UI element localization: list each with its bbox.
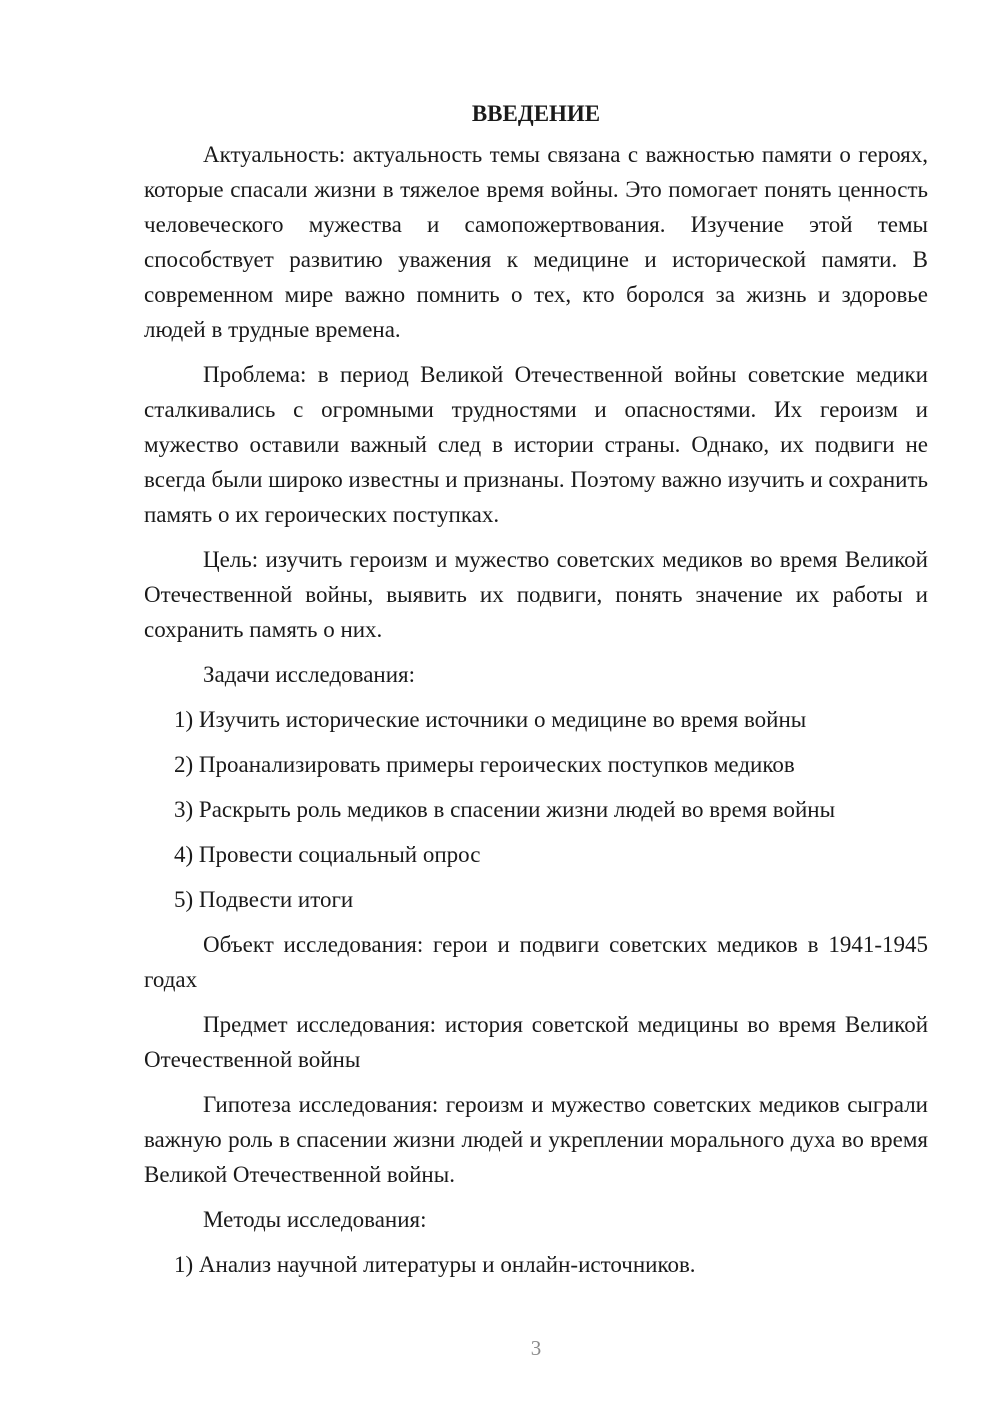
problem-paragraph: Проблема: в период Великой Отечественной войны советские медики сталкивались с огромными трудностями и опасностями. Их героизм и мужество оставили важный след в истории страны. Однако, их подвиги не всегда были широко известны и признаны. Поэтому важно изучить и сохранить память о их героических поступках. (144, 362, 928, 527)
tasks-list (144, 702, 928, 917)
relevance-paragraph: Актуальность: актуальность темы связана с важностью памяти о героях, которые спасали жизни в тяжелое время войны. Это помогает понять ценность человеческого мужества и самопожертвования. Изучение этой темы способствует развитию уважения к медицине и исторической памяти. В современном мире важно помнить о тех, кто боролся за жизнь и здоровье людей в трудные времена. (144, 142, 928, 342)
task-item: 2) Проанализировать примеры героических поступков медиков (174, 752, 795, 777)
methods-heading: Методы исследования: (203, 1207, 427, 1232)
method-item: 1) Анализ научной литературы и онлайн-источников. (174, 1252, 696, 1277)
methods-list (144, 1247, 928, 1282)
tasks-heading: Задачи исследования: (203, 662, 416, 687)
goal-paragraph: Цель: изучить героизм и мужество советских медиков во время Великой Отечественной войны, выявить их подвиги, понять значение их работы и сохранить память о них. (144, 547, 928, 642)
subject-paragraph: Предмет исследования: история советской медицины во время Великой Отечественной войны (144, 1012, 928, 1072)
task-item: 3) Раскрыть роль медиков в спасении жизни людей во время войны (174, 797, 836, 822)
document-body (144, 96, 928, 1292)
object-paragraph: Объект исследования: герои и подвиги советских медиков в 1941-1945 годах (144, 932, 928, 992)
task-item: 1) Изучить исторические источники о медицине во время войны (174, 707, 807, 732)
section-title: ВВЕДЕНИЕ (471, 101, 601, 126)
task-item: 5) Подвести итоги (174, 887, 354, 912)
page-number: 3 (530, 1336, 542, 1360)
hypothesis-paragraph: Гипотеза исследования: героизм и мужество советских медиков сыграли важную роль в спасении жизни людей и укреплении морального духа во время Великой Отечественной войны. (144, 1092, 928, 1187)
task-item: 4) Провести социальный опрос (174, 842, 481, 867)
